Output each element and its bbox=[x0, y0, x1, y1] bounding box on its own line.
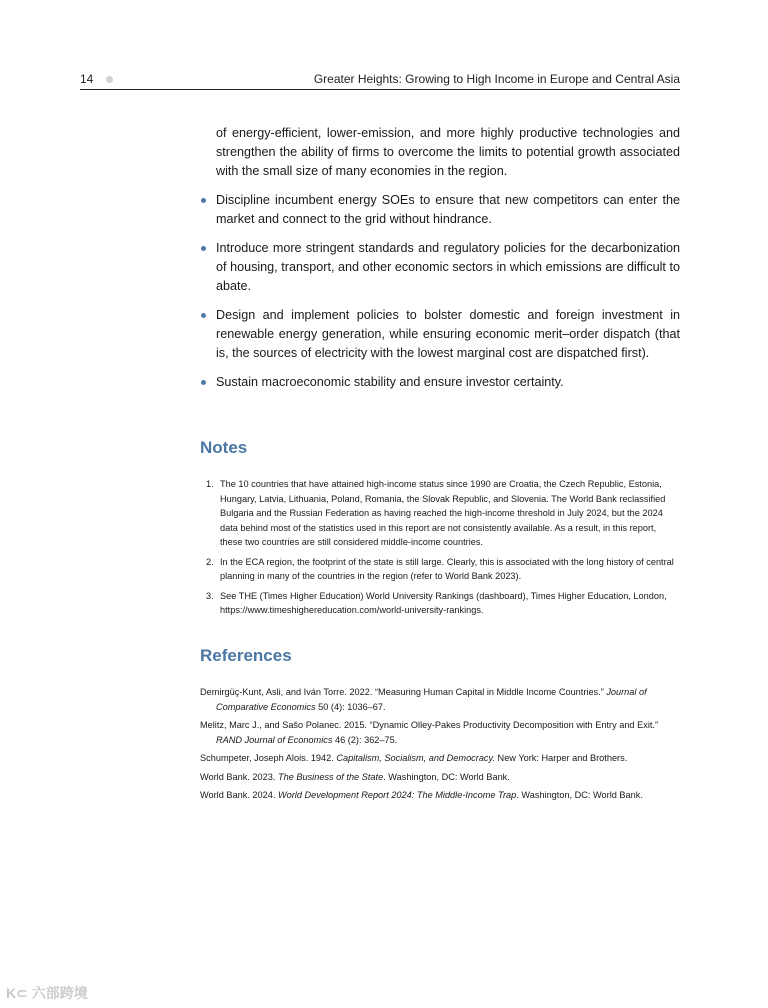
reference-text: World Bank. 2023. bbox=[200, 771, 278, 782]
list-item bbox=[200, 306, 680, 363]
reference-title: RAND Journal of Economics bbox=[216, 734, 333, 745]
bullet-text: Discipline incumbent energy SOEs to ensure that new competitors can enter the market and connect to the grid without hindrance. bbox=[216, 193, 680, 226]
reference-details: . Washington, DC: World Bank. bbox=[383, 771, 510, 782]
notes-list bbox=[206, 477, 680, 623]
notes-heading: Notes bbox=[200, 438, 248, 457]
reference-title: Capitalism, Socialism, and Democracy. bbox=[336, 753, 495, 763]
reference-item bbox=[200, 788, 680, 803]
recommendation-list bbox=[200, 191, 680, 402]
watermark-logo: K⊂ 六部跨境 bbox=[6, 985, 88, 1001]
note-number: 3. bbox=[206, 590, 214, 601]
continuation-paragraph: of energy-efficient, lower-emission, and more highly productive technologies and strengthen the ability of firms to overcome the limits to potential growth associated with the small size of many economies in the region. bbox=[216, 126, 680, 178]
reference-title: World Development Report 2024: The Middle-Income Trap bbox=[277, 790, 517, 800]
reference-item bbox=[200, 751, 680, 766]
page-number: 14 bbox=[80, 72, 94, 86]
reference-details: . Washington, DC: World Bank. bbox=[516, 790, 643, 800]
bullet-text: Introduce more stringent standards and regulatory policies for the decarbonization of housing, transport, and other economic sectors in which emissions are difficult to abate. bbox=[216, 241, 680, 293]
list-item bbox=[200, 191, 680, 229]
bullet-text: Design and implement policies to bolster domestic and foreign investment in renewable energy generation, while ensuring economic merit–order dispatch (that is, the sources of electricity with the lowest marginal cost are dispatched first). bbox=[216, 308, 680, 360]
reference-text: World Bank. 2024. bbox=[200, 790, 278, 800]
bullet-icon bbox=[201, 198, 206, 203]
note-number: 2. bbox=[206, 556, 214, 567]
bullet-icon bbox=[201, 380, 206, 385]
reference-item bbox=[200, 770, 680, 785]
note-item bbox=[206, 477, 680, 550]
bullet-icon bbox=[201, 313, 206, 318]
reference-title: The Business of the State bbox=[277, 771, 384, 782]
note-item bbox=[206, 589, 680, 618]
list-item bbox=[200, 373, 680, 392]
list-item bbox=[200, 239, 680, 296]
header-dot-icon bbox=[106, 76, 113, 83]
reference-details: New York: Harper and Brothers. bbox=[495, 753, 628, 763]
note-text: In the ECA region, the footprint of the state is still large. Clearly, this is associated with the long history of central planning in many of the countries in the region (refer to World Bank 2023). bbox=[220, 556, 674, 581]
reference-details: 50 (4): 1036–67. bbox=[315, 701, 386, 712]
reference-details: 46 (2): 362–75. bbox=[332, 734, 398, 745]
running-title: Greater Heights: Growing to High Income in Europe and Central Asia bbox=[313, 72, 680, 86]
references-heading: References bbox=[200, 646, 292, 665]
note-text: See THE (Times Higher Education) World University Rankings (dashboard), Times Higher Education, London, https://www.timeshighereducation.com/world-university-rankings. bbox=[220, 590, 667, 615]
bullet-icon bbox=[201, 246, 206, 251]
reference-text: Demirgüç-Kunt, Asli, and Iván Torre. 2022. “Measuring Human Capital in Middle Income Countries.” bbox=[200, 687, 607, 697]
reference-item bbox=[200, 685, 680, 714]
note-text: The 10 countries that have attained high-income status since 1990 are Croatia, the Czech Republic, Estonia, Hungary, Latvia, Lithuania, Poland, Romania, the Slovak Republic, and Slovenia. The World Bank reclassified Bulgaria and the Russian Federation as having reached the high-income threshold in July 2024, but the 2024 data behind most of the statistics used in this report are not consistently available. As a result, in this report, these two countries are still considered middle-income countries. bbox=[220, 479, 666, 547]
bullet-text: Sustain macroeconomic stability and ensure investor certainty. bbox=[216, 375, 564, 389]
page-header bbox=[80, 71, 680, 90]
reference-text: Schumpeter, Joseph Alois. 1942. bbox=[200, 753, 337, 763]
reference-title: Journal of Comparative Economics bbox=[216, 687, 647, 712]
reference-text: Melitz, Marc J., and Sašo Polanec. 2015. “Dynamic Olley-Pakes Productivity Decomposition with Entry and Exit.” bbox=[200, 720, 659, 730]
note-item bbox=[206, 555, 680, 584]
references-list bbox=[200, 685, 680, 807]
reference-item bbox=[200, 718, 680, 747]
note-number: 1. bbox=[206, 479, 214, 489]
